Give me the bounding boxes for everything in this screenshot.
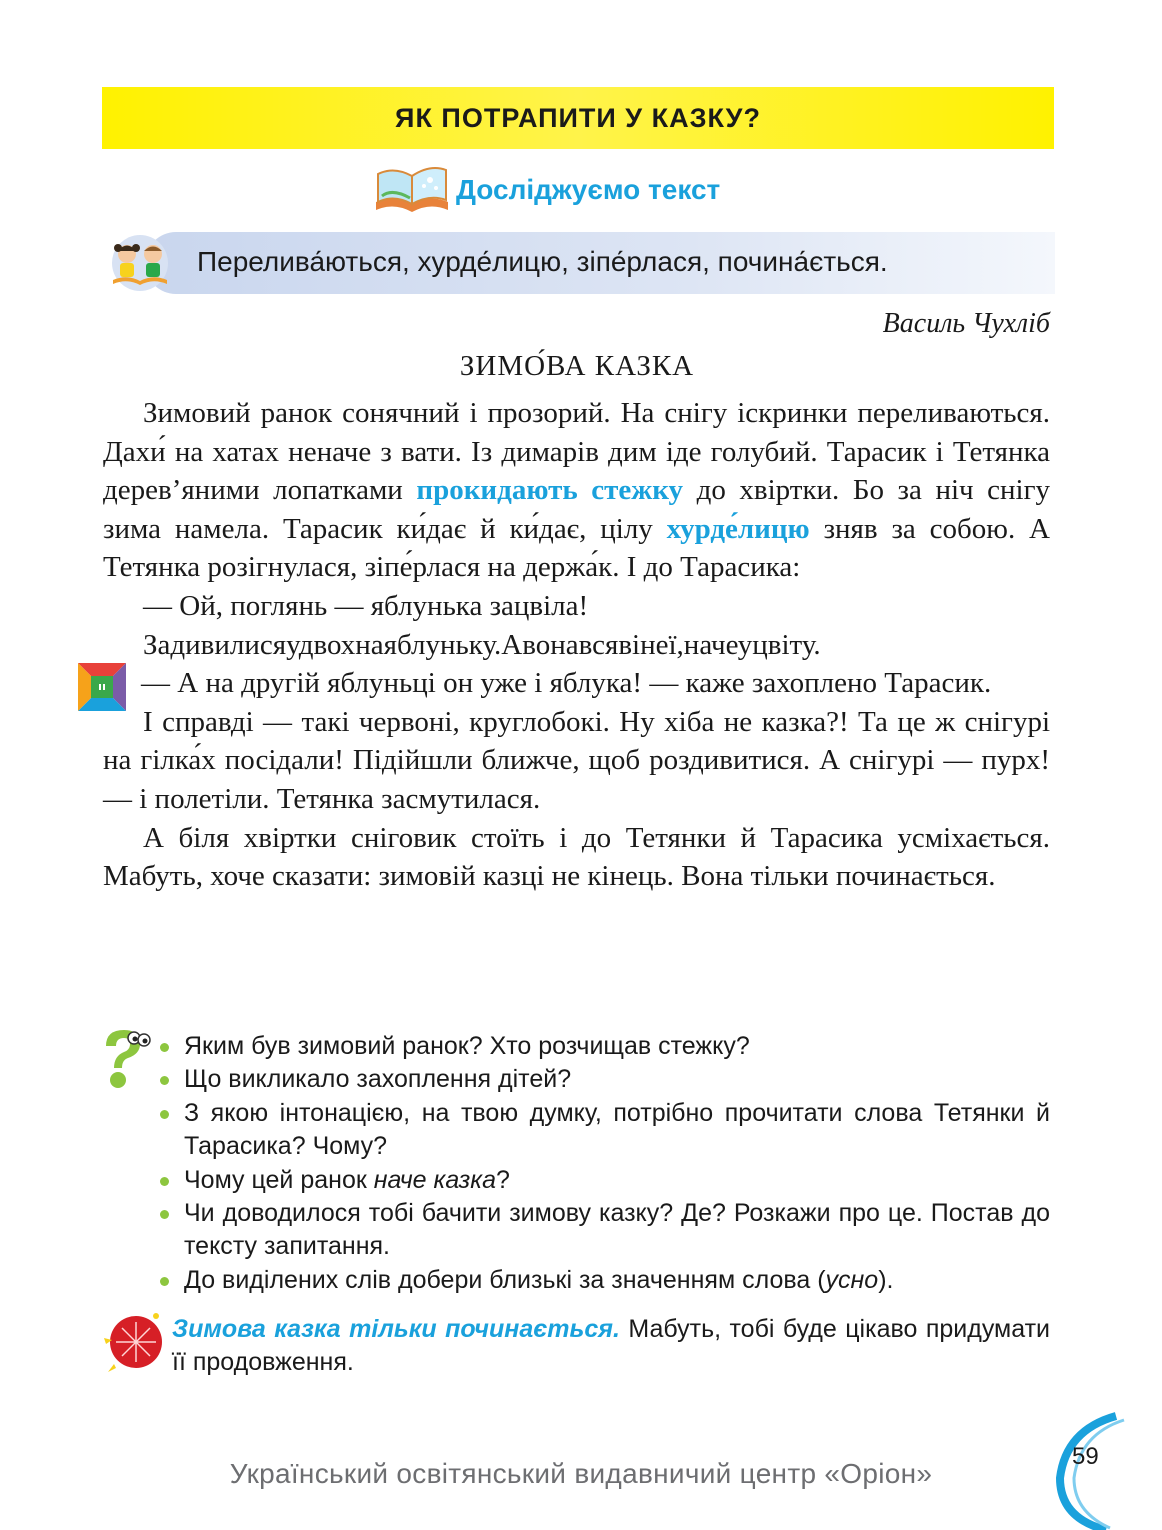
chapter-title: ЯК ПОТРАПИТИ У КАЗКУ? (395, 102, 761, 133)
christmas-ball-icon (100, 1308, 166, 1374)
reading-children-icon (105, 234, 175, 292)
question-item: Яким був зимовий ранок? Хто розчищав стежку? (158, 1030, 1050, 1063)
page-number-arc (1046, 1410, 1162, 1530)
story-author: Василь Чухліб (882, 308, 1050, 339)
colored-square-icon (78, 663, 126, 711)
question-item: З якою інтонацією, на твою думку, потрібно прочитати слова Тетянки й Тарасика? Чому? (158, 1097, 1050, 1164)
story-text (103, 394, 1050, 896)
question-item: Чому цей ранок наче казка? (158, 1164, 1050, 1197)
story-paragraph: — Ой, поглянь — яблунька зацвіла! (143, 589, 589, 622)
story-paragraph: І справді — такі червоні, круглобокі. Ну хіба не казка?! Та це ж снігурі на гілка́х посідали! Підійшли ближче, щоб роздивитися. А снігурі — пурх! — і полетіли. Тетянка засмутилася. (103, 705, 1050, 815)
questions-list (158, 1030, 1050, 1297)
story-paragraph: — А на другій яблуньці он уже і яблука! — каже захоплено Тарасик. (141, 667, 992, 700)
question-mark-icon (98, 1028, 152, 1090)
vocabulary-words: Перелива́ються, хурде́лицю, зіпе́рлася, почина́ється. (197, 246, 888, 277)
creative-task: Зимова казка тільки починається. Мабуть, тобі буде цікаво придумати її продовження. (172, 1315, 1050, 1377)
story-paragraph: А біля хвіртки сніговик стоїть і до Тетянки й Тарасика усміхається. Мабуть, хоче сказати: зимовій казці не кінець. Вона тільки починається. (103, 821, 1050, 893)
story-paragraph: Зимовий ранок сонячний і прозорий. На снігу іскринки переливаються. Дахи́ на хатах неначе з вати. Із димарів дим іде голубий. Тарасик і Тетянка дерев’яними лопатками прокидають стежку до хвіртки. Бо за ніч снігу зима намела. Тарасик ки́дає й ки́дає, цілу хурде́лицю зняв за собою. А Тетянка розігнулася, зіпе́рлася на держа́к. І до Тарасика: (103, 397, 1050, 584)
question-item: Чи доводилося тобі бачити зимову казку? Де? Розкажи про це. Постав до тексту запитання. (158, 1197, 1050, 1264)
publisher-footer: Український освітянський видавничий центр «Оріон» (229, 1458, 933, 1489)
highlighted-word: хурде́лицю (666, 512, 810, 545)
question-item: До виділених слів добери близькі за значенням слова (усно). (158, 1264, 1050, 1297)
section-label: Досліджуємо текст (456, 174, 721, 205)
page-number: 59 (1072, 1443, 1099, 1470)
vocabulary-strip (105, 232, 1055, 294)
question-item: Що викликало захоплення дітей? (158, 1063, 1050, 1096)
story-paragraph: Задивилисяудвохнаяблуньку.Авонавсявінеї,начеуцвіту. (143, 628, 821, 661)
highlighted-phrase: прокидають стежку (416, 474, 684, 507)
chapter-banner (102, 87, 1054, 149)
task-highlight: Зимова казка тільки починається. (172, 1315, 620, 1343)
story-title: ЗИМО́ВА КАЗКА (459, 350, 695, 382)
section-heading (372, 160, 720, 220)
open-book-icon (372, 160, 452, 220)
